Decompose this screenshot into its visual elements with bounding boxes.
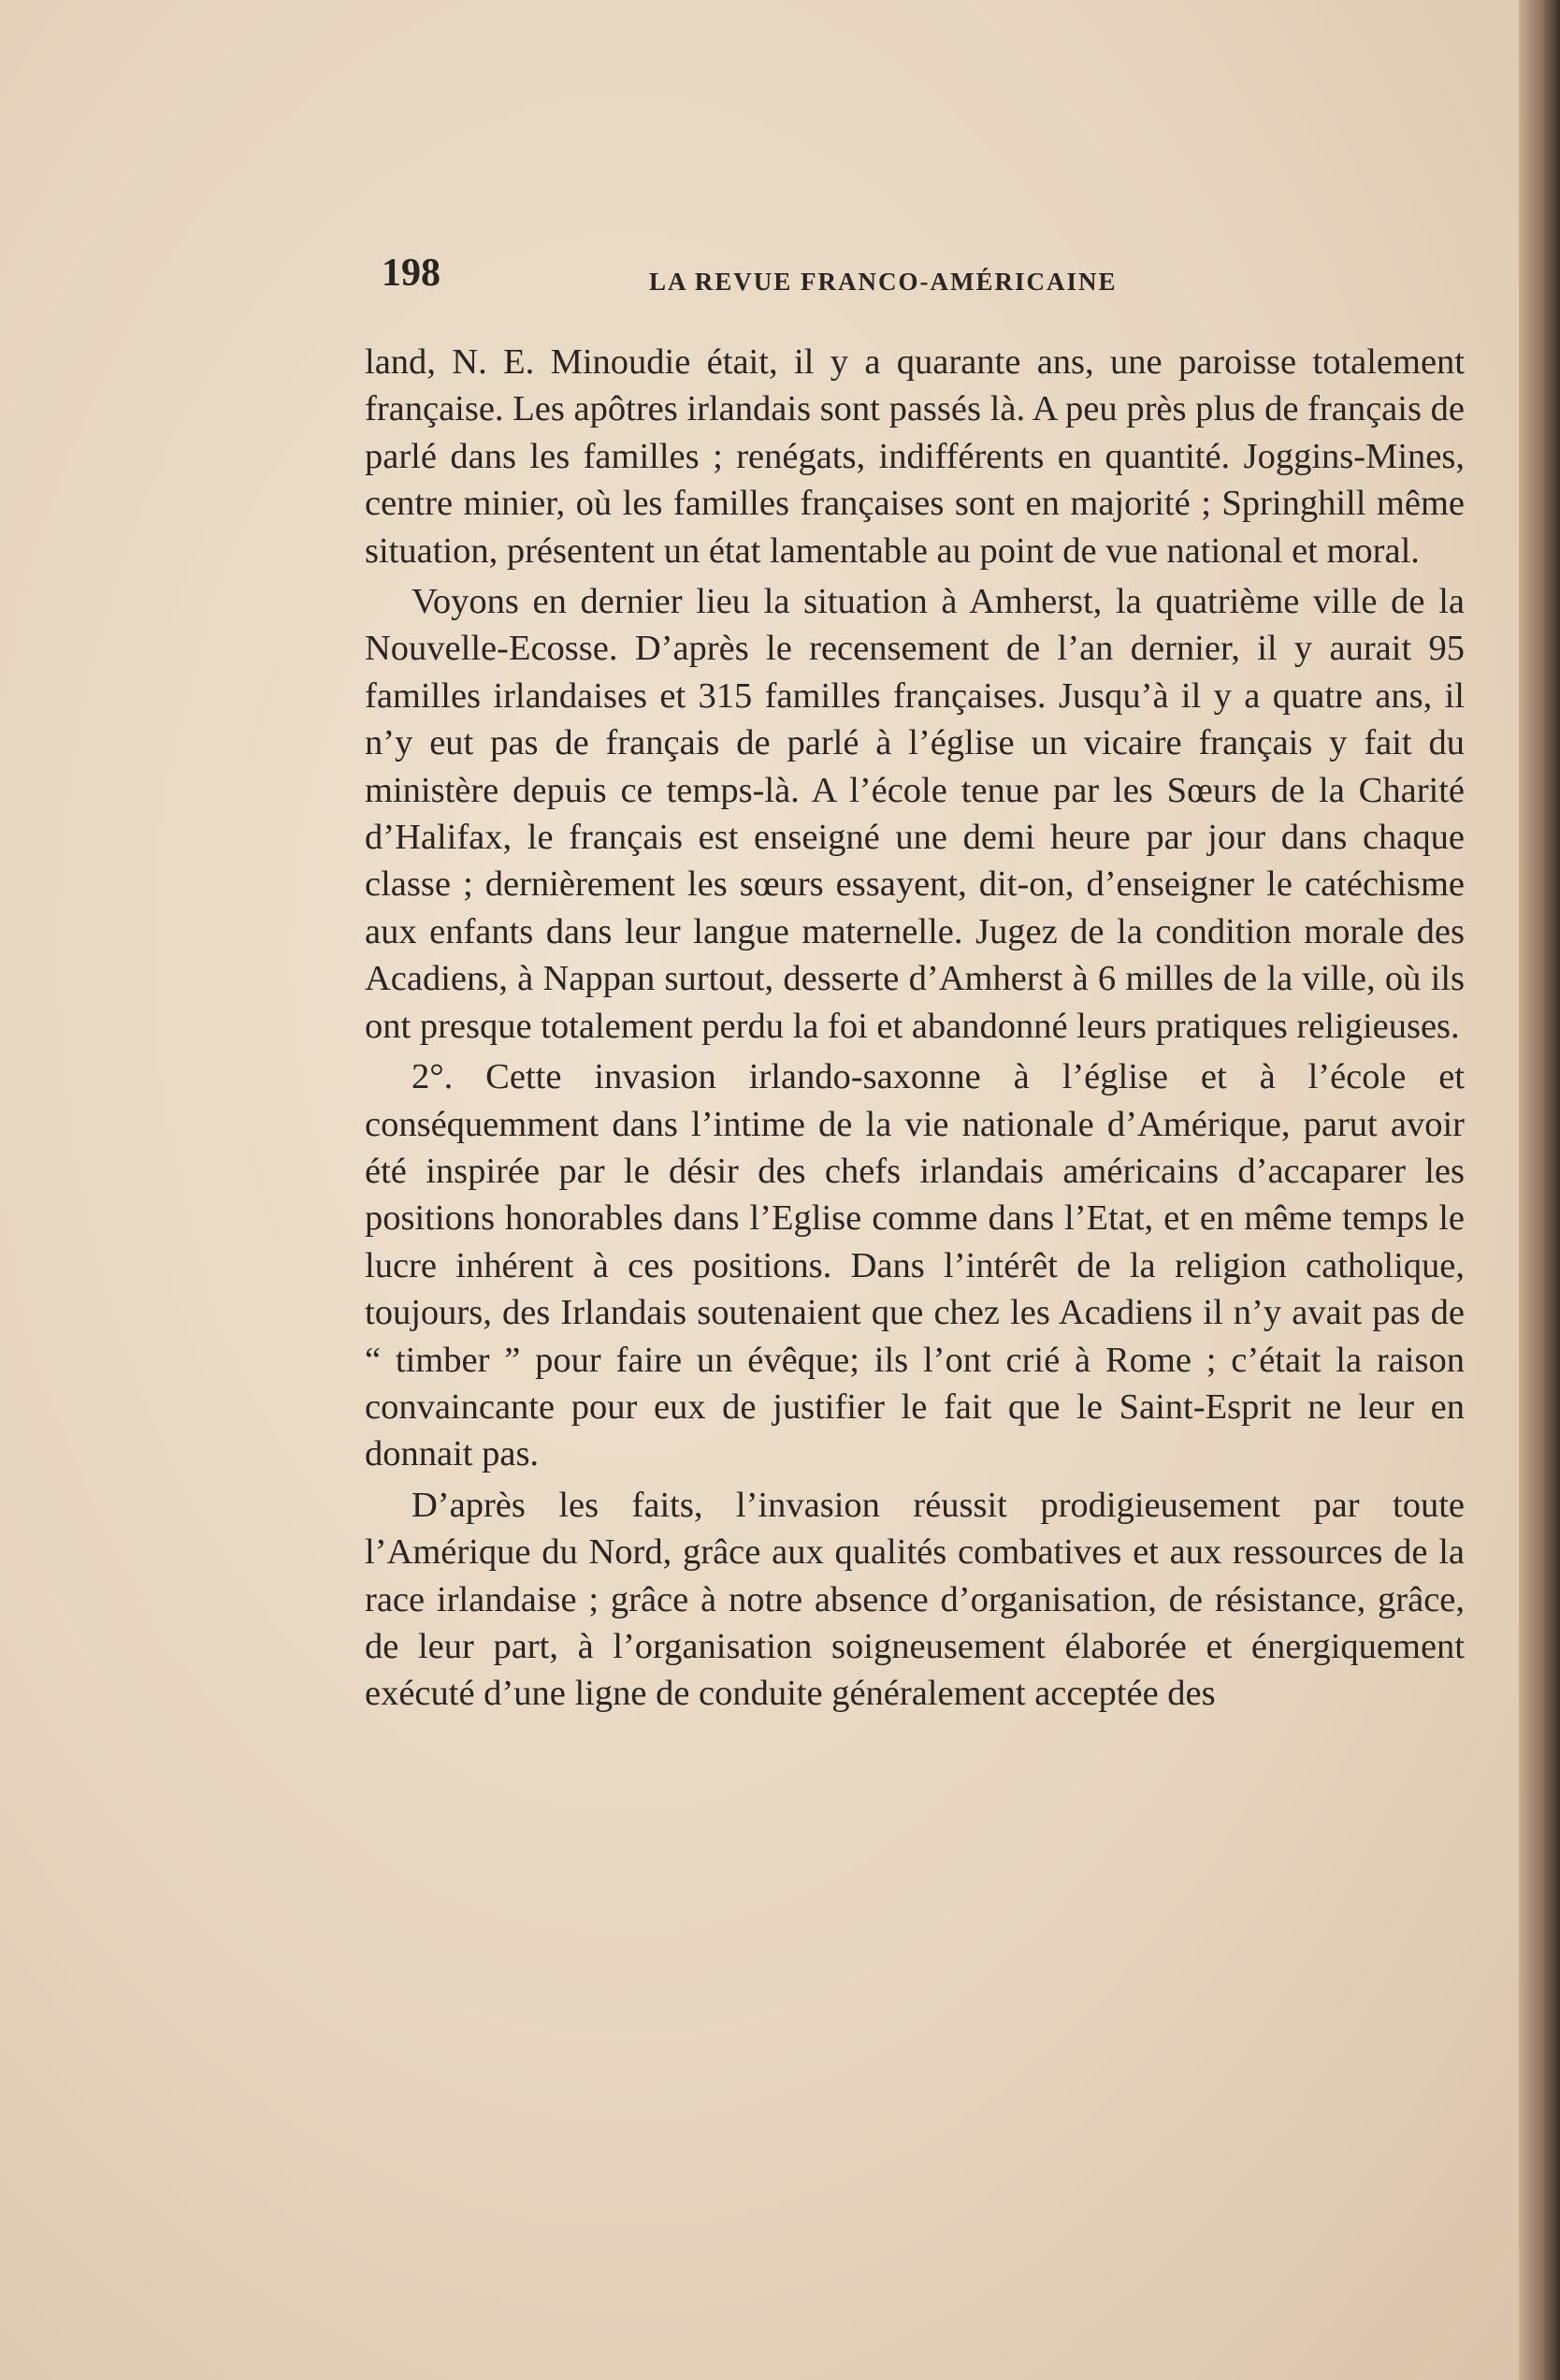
book-spine-shadow [1519, 0, 1560, 2380]
paragraph: 2°. Cette invasion irlando-saxonne à l’église et à l’école et conséquemment dans l’intime de la vie nationale d’Amérique, parut avoir été inspirée par le désir des chefs irlandais américains d’accaparer les positions honorables dans l’Eglise comme dans l’Etat, et en même temps le lucre inhérent à ces positions. Dans l’intérêt de la religion catholique, toujours, des Irlandais soutenaient que chez les Acadiens il n’y avait pas de “ timber ” pour faire un évêque; ils l’ont crié à Rome ; c’était la raison convaincante pour eux de justifier le fait que le Saint-Esprit ne leur en donnait pas. [365, 1057, 1465, 1474]
page-header [382, 251, 1205, 307]
paragraph: land, N. E. Minoudie était, il y a quarante ans, une paroisse totalement française. Les apôtres irlandais sont passés là. A peu près plus de français de parlé dans les familles ; renégats, indifférents en quantité. Joggins-Mines, centre minier, où les familles françaises sont en majorité ; Springhill même situation, présentent un état lamentable au point de vue national et moral. [365, 342, 1465, 571]
paragraph: D’après les faits, l’invasion réussit prodigieusement par toute l’Amérique du Nord, grâce aux qualités combatives et aux ressources de la race irlandaise ; grâce à notre absence d’organisation, de résistance, grâce, de leur part, à l’organisation soigneusement élaborée et énergiquement exécuté d’une ligne de conduite généralement acceptée des [365, 1485, 1465, 1714]
paragraph: Voyons en dernier lieu la situation à Amherst, la quatrième ville de la Nouvelle-Ecosse. D’après le recensement de l’an dernier, il y aurait 95 familles irlandaises et 315 familles françaises. Jusqu’à il y a quatre ans, il n’y eut pas de français de parlé à l’église un vicaire français y fait du ministère depuis ce temps-là. A l’école tenue par les Sœurs de la Charité d’Halifax, le français est enseigné une demi heure par jour dans chaque classe ; dernièrement les sœurs essayent, dit-on, d’enseigner le catéchisme aux enfants dans leur langue maternelle. Jugez de la condition morale des Acadiens, à Nappan surtout, desserte d’Amherst à 6 milles de la ville, où ils ont presque totalement perdu la foi et abandonné leurs pratiques religieuses. [365, 582, 1465, 1046]
body-text [365, 339, 1465, 1718]
running-title: LA REVUE FRANCO-AMÉRICAINE [649, 268, 1118, 296]
page-number: 198 [382, 252, 441, 295]
